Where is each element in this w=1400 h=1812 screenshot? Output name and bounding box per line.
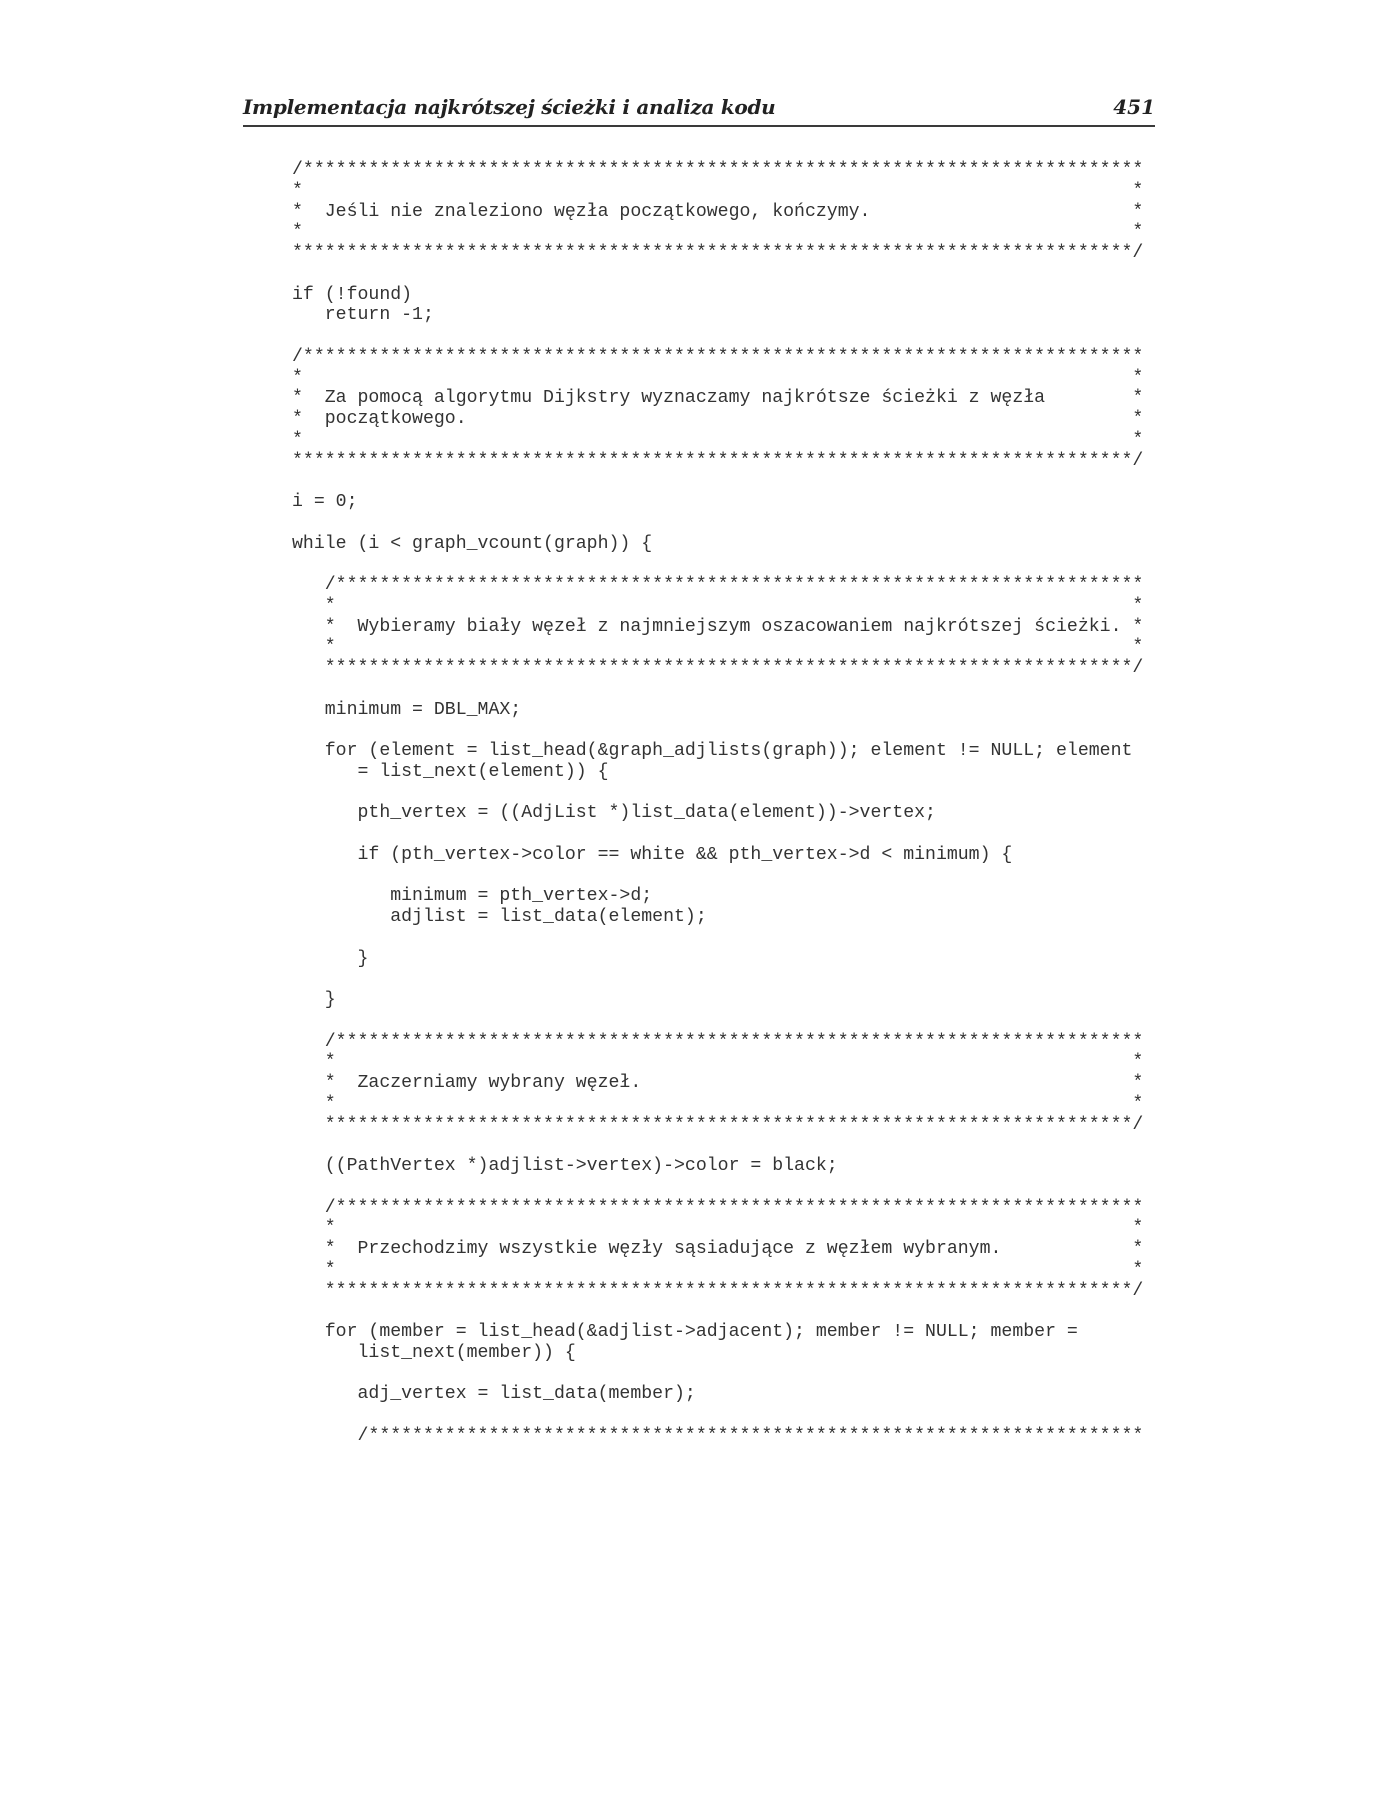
code-line: * * xyxy=(292,1052,1144,1073)
code-line xyxy=(292,720,1152,741)
code-line: if (pth_vertex->color == white && pth_vertex->d < minimum) { xyxy=(292,844,1013,865)
code-line xyxy=(292,783,1152,804)
code-line: adj_vertex = list_data(member); xyxy=(292,1384,696,1405)
code-line xyxy=(292,1405,1152,1426)
code-line: * * xyxy=(292,367,1144,388)
code-line: for (member = list_head(&adjlist->adjacent); member != NULL; member = xyxy=(292,1322,1078,1342)
code-line xyxy=(292,928,1152,949)
code-line: while (i < graph_vcount(graph)) { xyxy=(292,533,653,554)
code-line xyxy=(292,471,1152,492)
code-line: return -1; xyxy=(292,305,434,326)
code-line: list_next(member)) { xyxy=(292,1342,576,1363)
code-line: /***************************************************************************** xyxy=(292,346,1144,367)
code-line xyxy=(292,326,1152,347)
code-line: minimum = DBL_MAX; xyxy=(292,699,522,720)
code-line: * * xyxy=(292,429,1144,450)
code-line xyxy=(292,824,1152,845)
code-line xyxy=(292,1301,1152,1322)
code-line xyxy=(292,1135,1152,1156)
code-line: **************************************************************************/ xyxy=(292,1114,1144,1135)
code-line: * * xyxy=(292,637,1144,658)
code-listing xyxy=(292,160,1152,1447)
code-line: minimum = pth_vertex->d; xyxy=(292,886,653,907)
code-line: * Jeśli nie znaleziono węzła początkowego, kończymy. * xyxy=(292,201,1144,222)
code-line: } xyxy=(292,948,369,969)
code-line: /************************************************************************** xyxy=(292,1031,1144,1052)
code-line: } xyxy=(292,990,336,1010)
code-line: * Wybieramy biały węzeł z najmniejszym oszacowaniem najkrótszej ścieżki. * xyxy=(292,616,1144,637)
code-line: pth_vertex = ((AdjList *)list_data(element))->vertex; xyxy=(292,803,936,824)
code-line: /************************************************************************** xyxy=(292,575,1144,595)
code-line: * * xyxy=(292,1259,1144,1280)
code-line xyxy=(292,1364,1152,1385)
code-line: if (!found) xyxy=(292,284,413,305)
code-line: **************************************************************************/ xyxy=(292,1280,1144,1301)
code-line: for (element = list_head(&graph_adjlists(graph)); element != NULL; element xyxy=(292,741,1133,761)
code-line: /************************************************************************** xyxy=(292,1197,1144,1218)
code-line: * Przechodzimy wszystkie węzły sąsiadujące z węzłem wybranym. * xyxy=(292,1239,1144,1259)
code-line: ((PathVertex *)adjlist->vertex)->color = black; xyxy=(292,1156,838,1176)
page-number: 451 xyxy=(1113,95,1155,119)
code-line xyxy=(292,554,1152,575)
code-line xyxy=(292,969,1152,990)
code-line: * * xyxy=(292,222,1144,243)
code-line: *****************************************************************************/ xyxy=(292,243,1144,263)
code-line: * początkowego. * xyxy=(292,409,1144,429)
code-line: *****************************************************************************/ xyxy=(292,450,1144,471)
code-line xyxy=(292,866,1152,887)
code-line: * * xyxy=(292,1218,1144,1239)
code-line: * * xyxy=(292,180,1144,201)
code-line xyxy=(292,1011,1152,1032)
code-line: /*********************************************************************** xyxy=(292,1425,1144,1446)
code-line xyxy=(292,679,1152,700)
code-line xyxy=(292,513,1152,534)
code-line: **************************************************************************/ xyxy=(292,658,1144,678)
code-line: /***************************************************************************** xyxy=(292,160,1144,180)
code-line xyxy=(292,1177,1152,1198)
code-line: * Za pomocą algorytmu Dijkstry wyznaczamy najkrótsze ścieżki z węzła * xyxy=(292,388,1144,409)
code-line: * * xyxy=(292,595,1144,616)
running-header xyxy=(243,93,1155,127)
code-line: * * xyxy=(292,1093,1144,1114)
code-line: * Zaczerniamy wybrany węzeł. * xyxy=(292,1073,1144,1093)
code-line xyxy=(292,264,1152,285)
chapter-section-title: Implementacja najkrótszej ścieżki i analiza kodu xyxy=(243,95,776,119)
code-line: i = 0; xyxy=(292,492,358,512)
code-line: adjlist = list_data(element); xyxy=(292,907,707,927)
code-line: = list_next(element)) { xyxy=(292,761,609,782)
